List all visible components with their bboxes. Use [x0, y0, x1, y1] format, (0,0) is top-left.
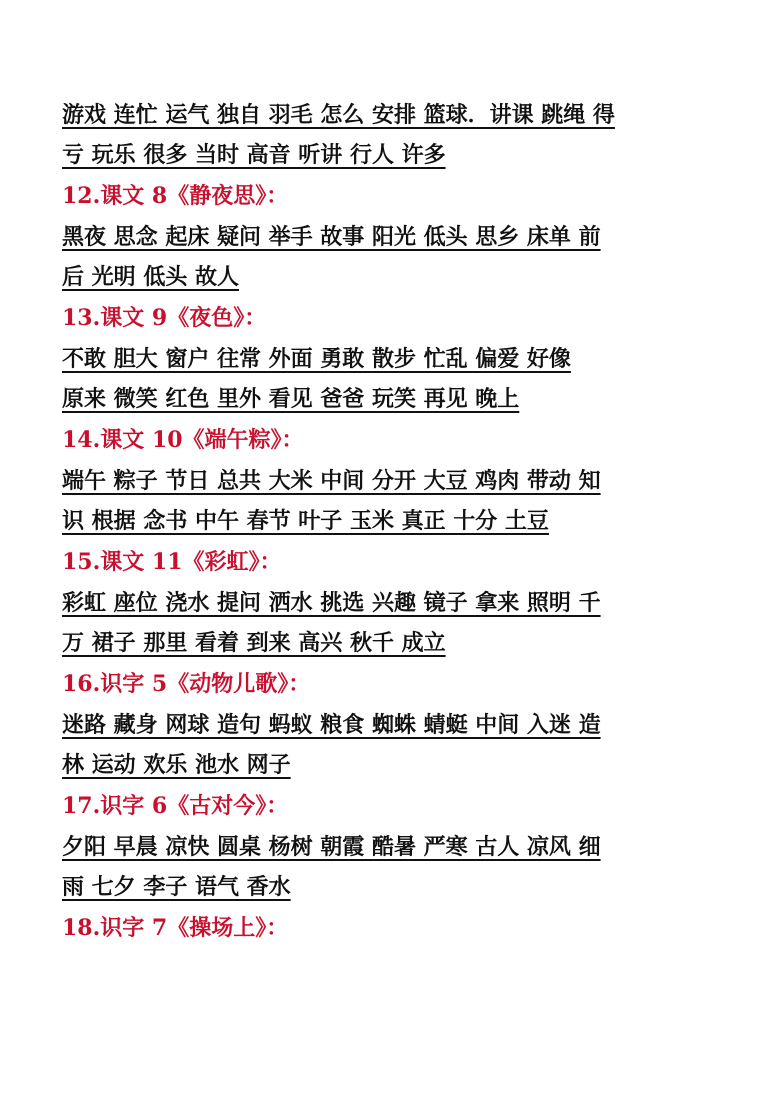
lesson-heading-text: 15.课文 11《彩虹》：	[62, 549, 282, 575]
vocabulary-line	[62, 623, 702, 663]
lesson-heading	[62, 297, 702, 339]
vocabulary-line	[62, 257, 702, 297]
vocabulary-line	[62, 339, 702, 379]
lesson-heading	[62, 419, 702, 461]
vocabulary-words: 原来 微笑 红色 里外 看见 爸爸 玩笑 再见 晚上	[62, 386, 520, 412]
vocabulary-line	[62, 867, 702, 907]
vocabulary-line	[62, 461, 702, 501]
vocabulary-line	[62, 95, 702, 135]
lesson-heading-text: 13.课文 9《夜色》：	[62, 305, 267, 331]
vocabulary-words: 识 根据 念书 中午 春节 叶子 玉米 真正 十分 土豆	[62, 508, 549, 534]
vocabulary-words: 后 光明 低头 故人	[62, 264, 239, 290]
vocabulary-words: 林 运动 欢乐 池水 网子	[62, 752, 291, 778]
lesson-heading-text: 16.识字 5《动物儿歌》：	[62, 671, 311, 697]
vocabulary-words: 万 裙子 那里 看着 到来 高兴 秋千 成立	[62, 630, 446, 656]
vocabulary-line	[62, 379, 702, 419]
lesson-heading	[62, 175, 702, 217]
vocabulary-words: 迷路 藏身 网球 造句 蚂蚁 粮食 蜘蛛 蜻蜓 中间 入迷 造	[62, 712, 601, 738]
vocabulary-line	[62, 745, 702, 785]
lesson-heading-text: 18.识字 7《操场上》：	[62, 915, 289, 941]
vocabulary-words: 端午 粽子 节日 总共 大米 中间 分开 大豆 鸡肉 带动 知	[62, 468, 601, 494]
lesson-heading-text: 12.课文 8《静夜思》：	[62, 183, 289, 209]
vocabulary-words: 游戏 连忙 运气 独自 羽毛 怎么 安排 篮球．讲课 跳绳 得	[62, 102, 615, 128]
vocabulary-line	[62, 583, 702, 623]
vocabulary-line	[62, 501, 702, 541]
vocabulary-line	[62, 705, 702, 745]
lesson-heading	[62, 541, 702, 583]
vocabulary-words: 亏 玩乐 很多 当时 高音 听讲 行人 许多	[62, 142, 446, 168]
vocabulary-line	[62, 827, 702, 867]
vocabulary-words: 不敢 胆大 窗户 往常 外面 勇敢 散步 忙乱 偏爱 好像	[62, 346, 571, 372]
vocabulary-line	[62, 217, 702, 257]
lesson-heading	[62, 907, 702, 949]
vocabulary-page	[62, 95, 702, 949]
vocabulary-words: 彩虹 座位 浇水 提问 洒水 挑选 兴趣 镜子 拿来 照明 千	[62, 590, 601, 616]
vocabulary-line	[62, 135, 702, 175]
vocabulary-words: 夕阳 早晨 凉快 圆桌 杨树 朝霞 酷暑 严寒 古人 凉风 细	[62, 834, 601, 860]
vocabulary-words: 雨 七夕 李子 语气 香水	[62, 874, 291, 900]
lesson-heading-text: 14.课文 10《端午粽》：	[62, 427, 304, 453]
lesson-heading-text: 17.识字 6《古对今》：	[62, 793, 289, 819]
lesson-heading	[62, 663, 702, 705]
vocabulary-words: 黑夜 思念 起床 疑问 举手 故事 阳光 低头 思乡 床单 前	[62, 224, 601, 250]
lesson-heading	[62, 785, 702, 827]
